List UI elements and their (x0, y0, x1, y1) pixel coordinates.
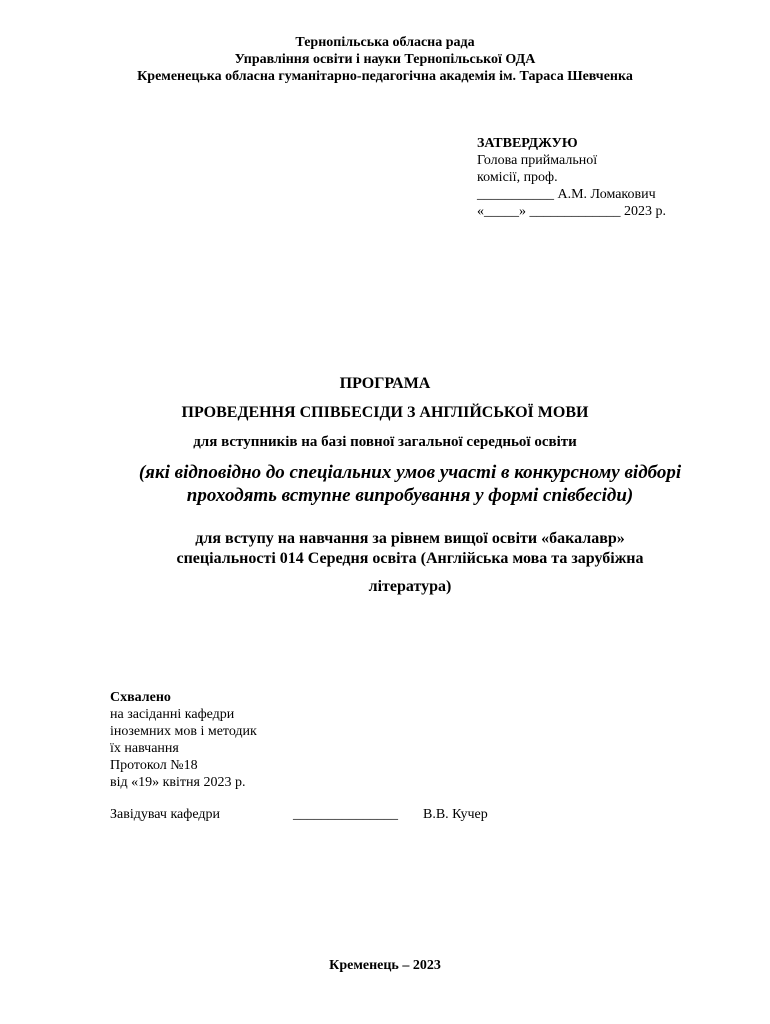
department-head-label: Завідувач кафедри (110, 807, 220, 822)
program-subtitle: ПРОВЕДЕННЯ СПІВБЕСІДИ З АНГЛІЙСЬКОЇ МОВИ (181, 404, 589, 421)
specialty-description (100, 529, 720, 569)
approval-date: «_____» _____________ 2023 р. (477, 204, 666, 219)
header-council: Тернопільська обласна рада (295, 35, 475, 50)
approval-position-line1: Голова приймальної (477, 153, 598, 168)
specialty-line2: спеціальності 014 Середня освіта (Англійська мова та зарубіжна (176, 550, 644, 567)
program-audience: для вступників на базі повної загальної середньої освіти (193, 434, 577, 450)
approved-line1: на засіданні кафедри (110, 707, 235, 722)
department-head-name: В.В. Кучер (423, 807, 488, 822)
header-department: Управління освіти і науки Тернопільської ОДА (234, 52, 536, 67)
footer-place-year: Кременець – 2023 (329, 958, 441, 973)
approved-line3: їх навчання (110, 741, 179, 756)
special-conditions-line1: (які відповідно до спеціальних умов участі в конкурсному відборі (138, 462, 682, 483)
program-title: ПРОГРАМА (339, 375, 431, 392)
specialty-line3: література) (368, 578, 452, 595)
approval-title: ЗАТВЕРДЖУЮ (477, 136, 578, 151)
approval-signature: ___________ А.М. Ломакович (477, 187, 656, 202)
approved-date: від «19» квітня 2023 р. (110, 775, 246, 790)
special-conditions-note (85, 461, 735, 507)
special-conditions-line2: проходять вступне випробування у формі співбесіди) (186, 485, 634, 506)
department-head-signature-line: _______________ (293, 807, 398, 822)
specialty-line1: для вступу на навчання за рівнем вищої освіти «бакалавр» (195, 530, 625, 547)
approval-position-line2: комісії, проф. (477, 170, 558, 185)
approved-block (110, 689, 257, 791)
header-academy: Кременецька обласна гуманітарно-педагогічна академія ім. Тараса Шевченка (137, 69, 633, 84)
approved-line2: іноземних мов і методик (110, 724, 257, 739)
approved-protocol: Протокол №18 (110, 758, 198, 773)
approval-block (477, 135, 666, 220)
approved-title: Схвалено (110, 690, 171, 705)
